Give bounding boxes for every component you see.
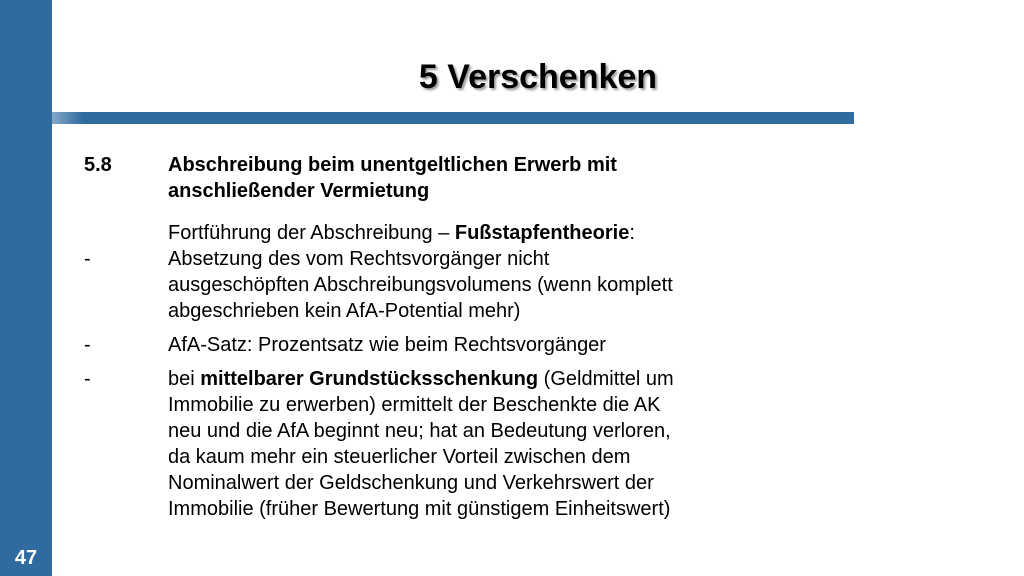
intro-term: Fußstapfentheorie xyxy=(454,222,630,244)
bullet-text-part: bei xyxy=(168,368,201,390)
bullet-line: AfA-Satz: Prozentsatz wie beim Rechtsvorgänger xyxy=(168,334,606,356)
slide-content xyxy=(84,152,784,522)
section-title-line: Abschreibung beim unentgeltlichen Erwerb mit xyxy=(168,154,617,176)
bullet-term: mittelbarer Grundstücksschenkung xyxy=(200,368,539,390)
section-heading xyxy=(84,152,784,204)
bullet-marker: - xyxy=(84,334,91,356)
bullet-text xyxy=(168,246,784,324)
intro-line xyxy=(84,220,784,246)
intro-text xyxy=(168,220,784,246)
bullet-line: da kaum mehr ein steuerlicher Vorteil zwischen dem xyxy=(168,446,631,468)
bullet-item xyxy=(84,366,784,522)
bullet-text xyxy=(168,332,784,358)
intro-text-part: Fortführung der Abschreibung – xyxy=(168,222,455,244)
bullet-item xyxy=(84,332,784,358)
sidebar-bar xyxy=(0,0,52,576)
bullet-text-part: (Geldmittel um xyxy=(538,368,674,390)
intro-text-part: : xyxy=(629,222,635,244)
page-number: 47 xyxy=(14,547,38,569)
bullet-line: abgeschrieben kein AfA-Potential mehr) xyxy=(168,300,521,322)
bullet-line: Nominalwert der Geldschenkung und Verkehrswert der xyxy=(168,472,654,494)
title-underline xyxy=(30,112,854,124)
section-number: 5.8 xyxy=(84,154,112,176)
bullet-line: neu und die AfA beginnt neu; hat an Bedeutung verloren, xyxy=(168,420,671,442)
bullet-text xyxy=(168,366,784,522)
bullet-line: Immobilie zu erwerben) ermittelt der Beschenkte die AK xyxy=(168,394,661,416)
section-title xyxy=(168,152,784,204)
bullet-marker: - xyxy=(84,248,91,270)
bullet-item xyxy=(84,246,784,324)
bullet-line: Immobilie (früher Bewertung mit günstigem Einheitswert) xyxy=(168,498,671,520)
slide-title: 5 Verschenken xyxy=(418,58,658,96)
bullet-line: ausgeschöpften Abschreibungsvolumens (wenn komplett xyxy=(168,274,673,296)
bullet-line xyxy=(168,366,784,392)
bullet-marker: - xyxy=(84,368,91,390)
section-title-line: anschließender Vermietung xyxy=(168,180,430,202)
bullet-line: Absetzung des vom Rechtsvorgänger nicht xyxy=(168,248,550,270)
